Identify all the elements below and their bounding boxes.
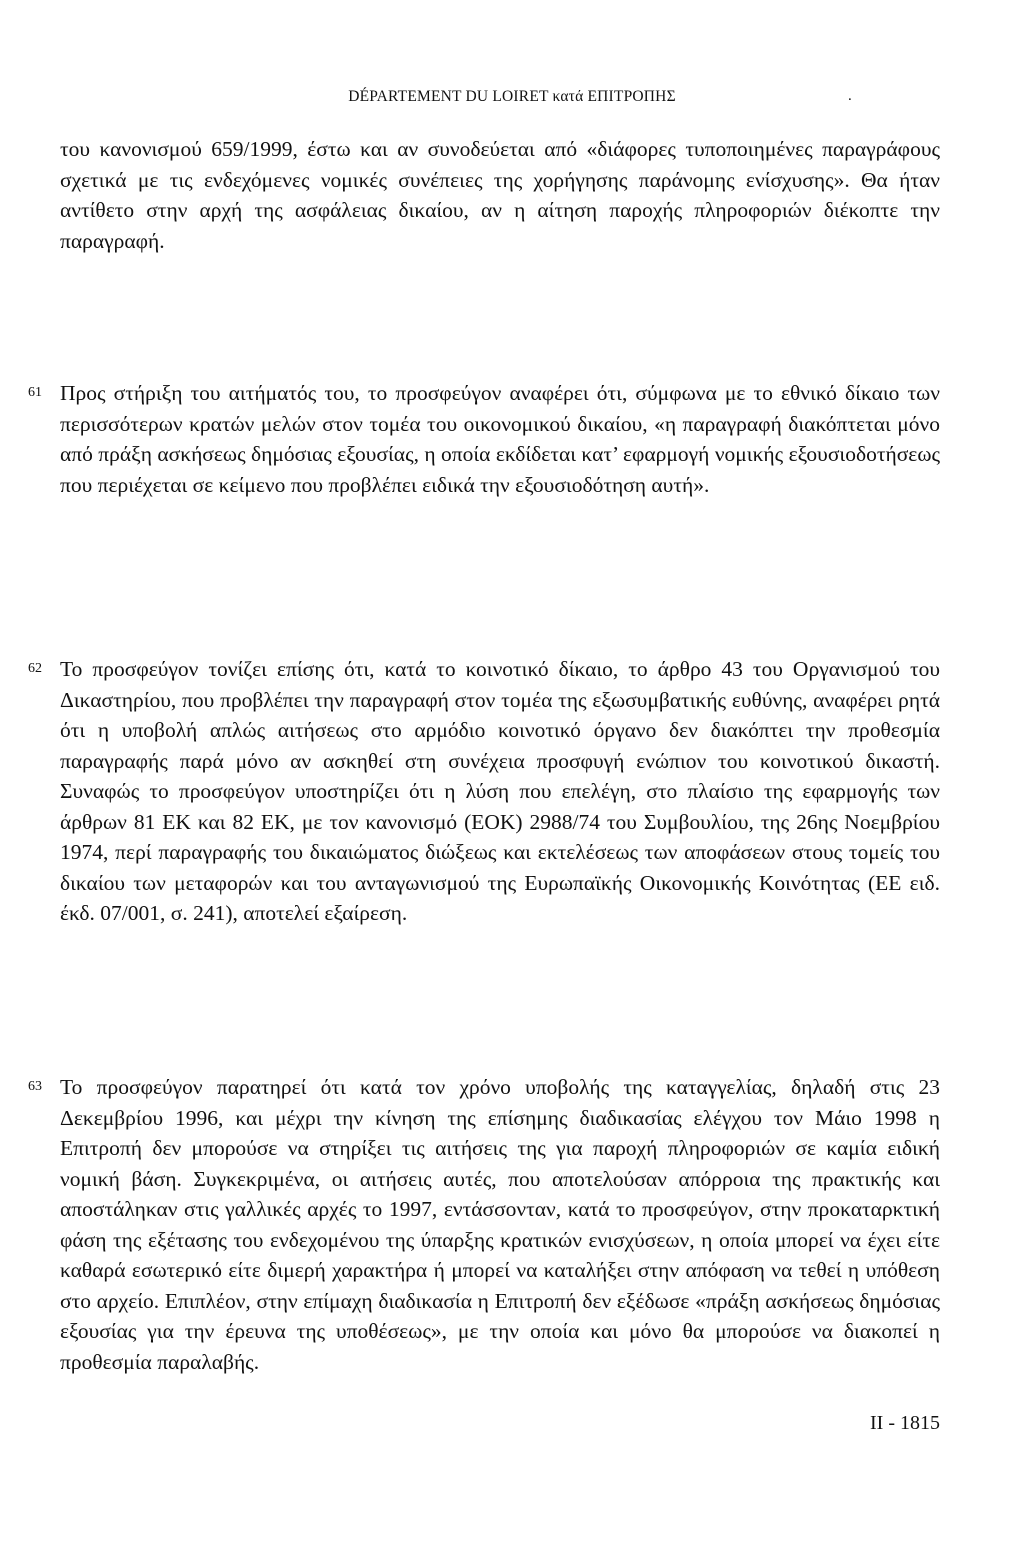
paragraph-body: Το προσφεύγον τονίζει επίσης ότι, κατά το κοινοτικό δίκαιο, το άρθρο 43 του Οργανισμού του Δικαστηρίου, που προβλέπει την παραγραφή στον τομέα της εξωσυμβατικής ευθύνης, αναφέρει ρητά ότι η υποβολή απλώς αιτήσεως στο αρμόδιο κοινοτικό όργανο δεν διακόπτει την προθεσμία παραγραφής παρά μόνο αν ασκηθεί στη συνέχεια προσφυγή ενώπιον του κοινοτικού δικαστή. Συναφώς το προσφεύγον υποστηρίζει ότι η λύση που επελέγη, στο πλαίσιο της εφαρμογής των άρθρων 81 ΕΚ και 82 ΕΚ, με τον κανονισμό (ΕΟΚ) 2988/74 του Συμβουλίου, της 26ης Νοεμβρίου 1974, περί παραγραφής του δικαιώματος διώξεως και εκτελέσεως των αποφάσεων στους τομείς του δικαίου των μεταφορών και του ανταγωνισμού της Ευρωπαϊκής Οικονομικής Κοινότητας (ΕΕ ειδ. έκδ. 07/001, σ. 241), αποτελεί εξαίρεση. [60, 657, 940, 925]
paragraph-number: 61 [28, 385, 42, 400]
page-number: II - 1815 [870, 1412, 940, 1434]
paragraph-continuation: του κανονισμού 659/1999, έστω και αν συνοδεύεται από «διάφορες τυποποιημένες παραγράφους σχετικά με τις ενδεχόμενες νομικές συνέπειες της χορήγησης παράνομης ενίσχυσης». Θα ήταν αντίθετο στην αρχή της ασφάλειας δικαίου, αν η αίτηση παροχής πληροφοριών διέκοπτε την παραγραφή. [60, 137, 940, 253]
running-header: DÉPARTEMENT DU LOIRET κατά ΕΠΙΤΡΟΠΗΣ [348, 88, 676, 105]
paragraph-number: 63 [28, 1079, 42, 1094]
paragraph-body: Προς στήριξη του αιτήματός του, το προσφεύγον αναφέρει ότι, σύμφωνα με το εθνικό δίκαιο των περισσότερων κρατών μελών στον τομέα του οικονομικού δικαίου, «η παραγραφή διακόπτεται μόνο από πράξη ασκήσεως δημόσιας εξουσίας, η οποία εκδίδεται κατ’ εφαρμογή νομικής εξουσιοδοτήσεως που περιέχεται σε κείμενο που προβλέπει ειδικά την εξουσιοδότηση αυτή». [60, 381, 940, 497]
paragraph-body: Το προσφεύγον παρατηρεί ότι κατά τον χρόνο υποβολής της καταγγελίας, δηλαδή στις 23 Δεκεμβρίου 1996, και μέχρι την κίνηση της επίσημης διαδικασίας ελέγχου τον Μάιο 1998 η Επιτροπή δεν μπορούσε να στηρίξει τις αιτήσεις της για παροχή πληροφοριών σε καμία ειδική νομική βάση. Συγκεκριμένα, οι αιτήσεις αυτές, που αποτελούσαν απόρροια της πρακτικής και αποστάληκαν στις γαλλικές αρχές το 1997, εντάσσονταν, κατά το προσφεύγον, στην προκαταρκτική φάση της εξέτασης του ενδεχομένου της ύπαρξης κρατικών ενισχύσεων, η οποία μπορεί να έχει είτε καθαρά εσωτερικό είτε διμερή χαρακτήρα ή μπορεί να καταλήξει στην απόφαση να τεθεί η υπόθεση στο αρχείο. Επιπλέον, στην επίμαχη διαδικασία η Επιτροπή δεν εξέδωσε «πράξη ασκήσεως δημόσιας εξουσίας για την έρευνα της υποθέσεως», με την οποία και μόνο θα μπορούσε να διακοπεί η προθεσμία παραλαβής. [60, 1075, 940, 1374]
paragraph-number: 62 [28, 661, 42, 676]
header-mark: . [848, 88, 852, 104]
